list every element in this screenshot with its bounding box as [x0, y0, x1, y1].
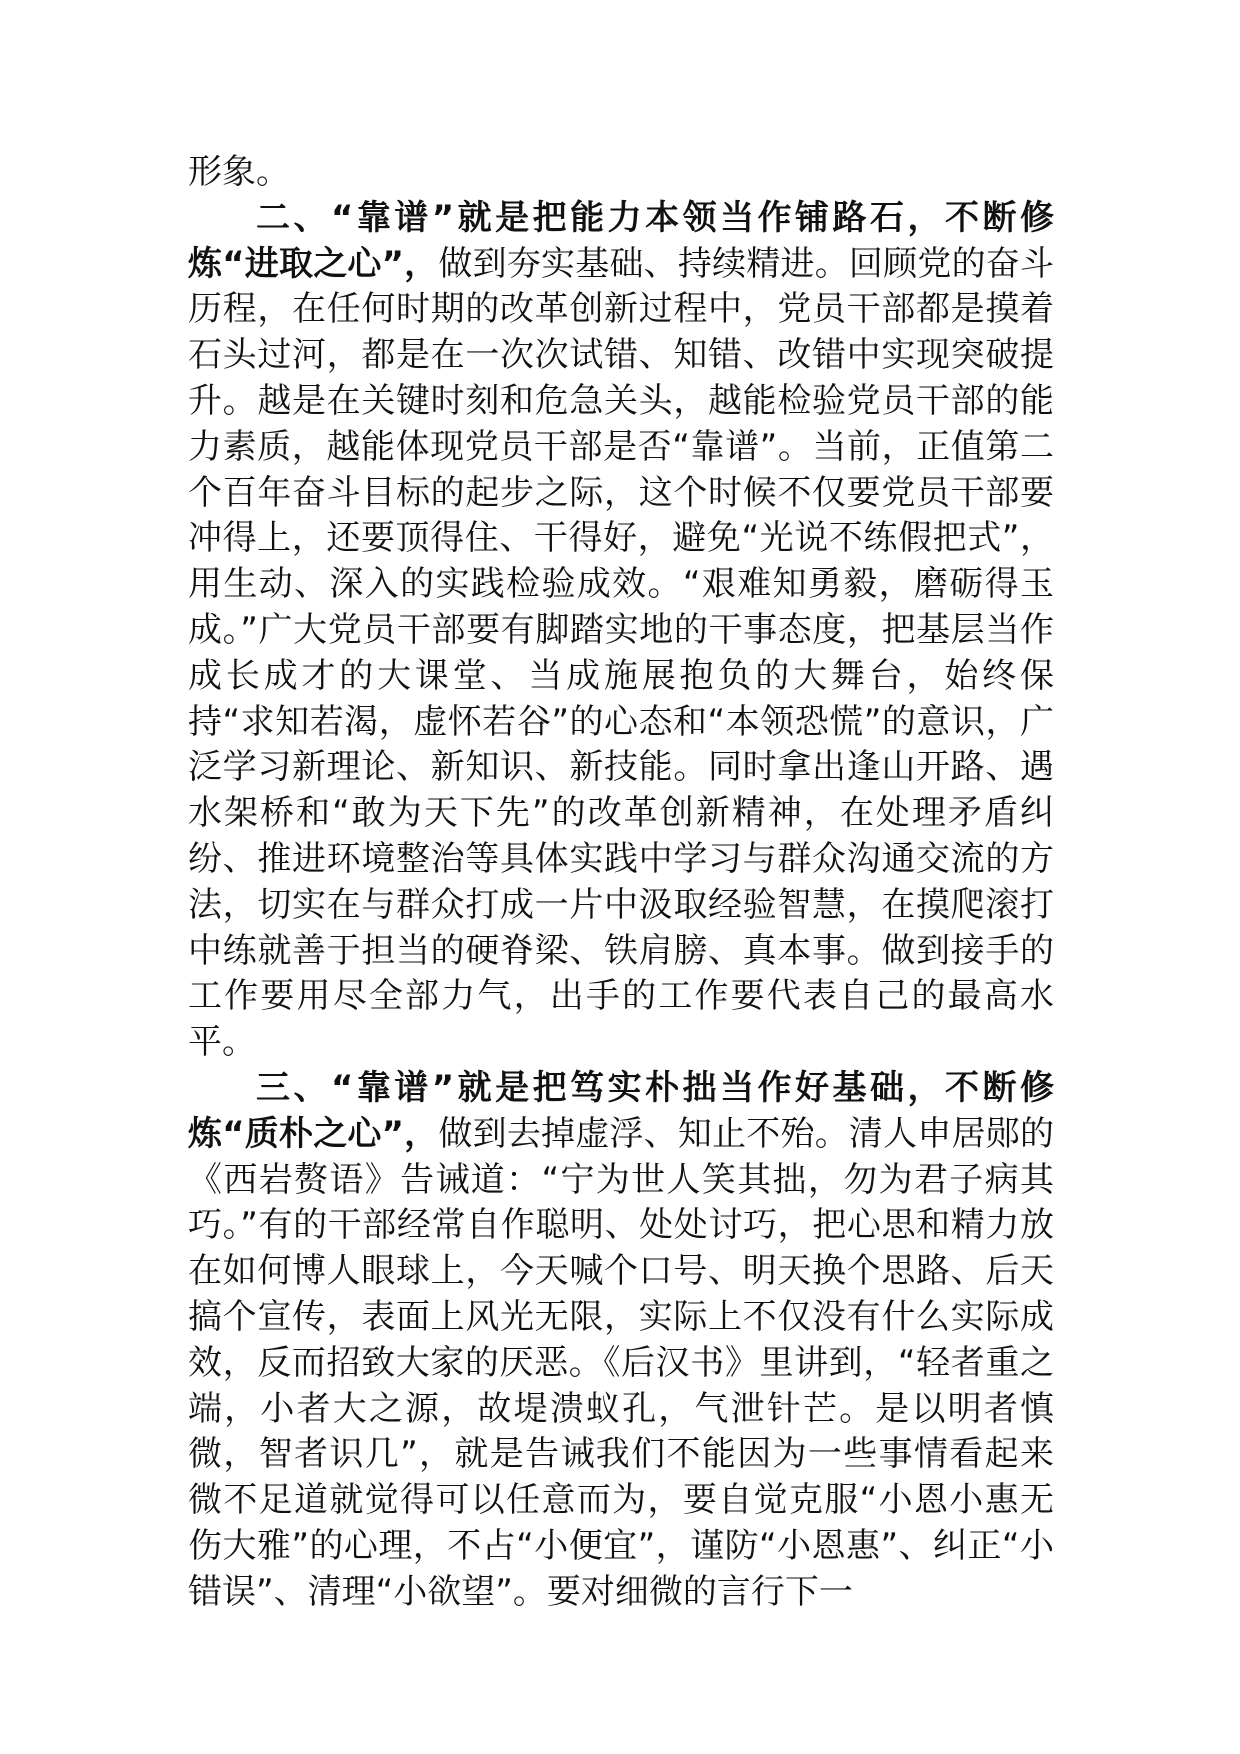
paragraph-section-two — [188, 196, 1054, 1066]
document-body — [188, 150, 1054, 1616]
paragraph-section-three — [188, 1066, 1054, 1616]
section-two-heading: 二、“靠谱”就是把能力本领当作铺路石，不断修炼“进取之心”， — [188, 197, 1054, 284]
section-two-body: 做到夯实基础、持续精进。回顾党的奋斗历程，在任何时期的改革创新过程中，党员干部都是摸着石头过河，都是在一次次试错、知错、改错中实现突破提升。越是在关键时刻和危急关头，越能检验党员干部的能力素质，越能体现党员干部是否“靠谱”。当前，正值第二个百年奋斗目标的起步之际，这个时候不仅要党员干部要冲得上，还要顶得住、干得好，避免“光说不练假把式”，用生动、深入的实践检验成效。“艰难知勇毅，磨砺得玉成。”广大党员干部要有脚踏实地的干事态度，把基层当作成长成才的大课堂、当成施展抱负的大舞台，始终保持“求知若渴，虚怀若谷”的心态和“本领恐慌”的意识，广泛学习新理论、新知识、新技能。同时拿出逢山开路、遇水架桥和“敢为天下先”的改革创新精神，在处理矛盾纠纷、推进环境整治等具体实践中学习与群众沟通交流的方法，切实在与群众打成一片中汲取经验智慧，在摸爬滚打中练就善于担当的硬脊梁、铁肩膀、真本事。做到接手的工作要用尽全部力气，出手的工作要代表自己的最高水平。 — [188, 243, 1054, 1063]
section-three-heading: 三、“靠谱”就是把笃实朴拙当作好基础，不断修炼“质朴之心”， — [188, 1067, 1054, 1154]
paragraph-continuation: 形象。 — [188, 152, 290, 192]
section-three-body: 做到去掉虚浮、知止不殆。清人申居郧的《西岩赘语》告诫道：“宁为世人笑其拙，勿为君子病其巧。”有的干部经常自作聪明、处处讨巧，把心思和精力放在如何博人眼球上，今天喊个口号、明天换个思路、后天搞个宣传，表面上风光无限，实际上不仅没有什么实际成效，反而招致大家的厌恶。《后汉书》里讲到，“轻者重之端，小者大之源，故堤溃蚁孔，气泄针芒。是以明者慎微，智者识几”，就是告诫我们不能因为一些事情看起来微不足道就觉得可以任意而为，要自觉克服“小恩小惠无伤大雅”的心理，不占“小便宜”，谨防“小恩惠”、纠正“小错误”、清理“小欲望”。要对细微的言行下一 — [188, 1113, 1054, 1612]
